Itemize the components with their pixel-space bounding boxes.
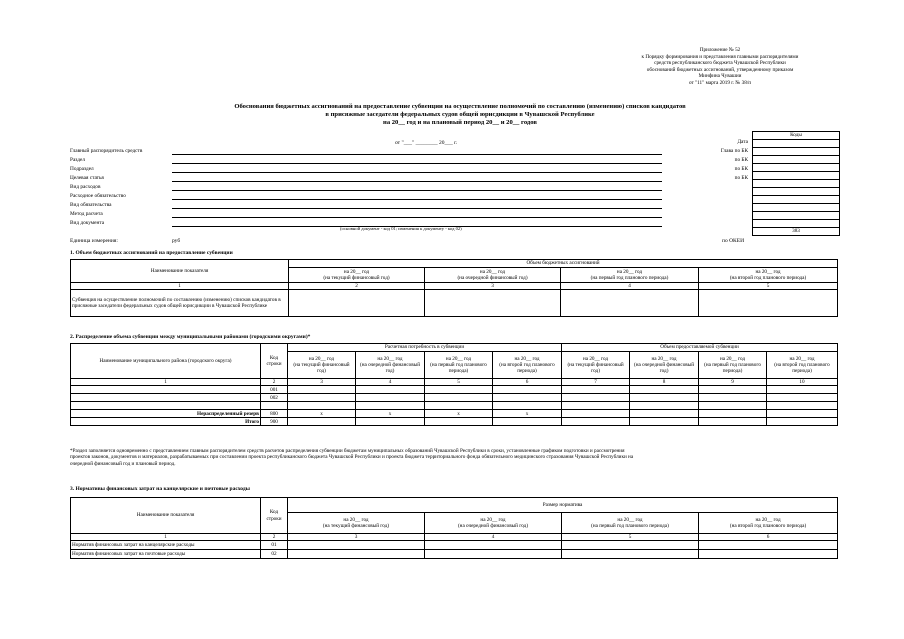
value-cell[interactable] xyxy=(630,418,699,426)
title-line: на 20__ год и на плановый период 20__ и 20__ годов xyxy=(383,119,537,126)
field-line[interactable] xyxy=(172,190,662,191)
period-header xyxy=(356,352,425,379)
col-num: 5 xyxy=(425,379,493,386)
period-year: на 20__ год xyxy=(308,355,335,362)
value-cell[interactable] xyxy=(767,410,838,418)
value-cell[interactable] xyxy=(425,550,562,559)
col-num: 3 xyxy=(425,283,561,290)
col-num: 6 xyxy=(699,534,838,541)
value-cell[interactable] xyxy=(630,410,699,418)
value-cell[interactable] xyxy=(425,386,493,394)
period-year: на 20__ год xyxy=(755,268,781,275)
field-label: Вид расходов xyxy=(70,184,101,190)
table-row xyxy=(71,394,838,402)
code-label: по БК xyxy=(734,166,748,172)
row-code: 900 xyxy=(261,418,288,426)
col-num: 10 xyxy=(767,379,838,386)
period-year: на 20__ год xyxy=(514,355,540,362)
value-cell[interactable] xyxy=(356,418,425,426)
period-year: на 20__ год xyxy=(343,268,370,275)
period-header xyxy=(699,268,838,283)
value-cell[interactable] xyxy=(767,418,838,426)
row-label[interactable] xyxy=(71,386,261,394)
period-header xyxy=(425,268,561,283)
section2-table xyxy=(70,343,838,426)
x-mark: x xyxy=(425,410,493,418)
col-num: 4 xyxy=(356,379,425,386)
field-line[interactable] xyxy=(172,181,662,182)
value-cell[interactable] xyxy=(493,386,562,394)
unit-value: руб xyxy=(172,238,181,244)
value-cell[interactable] xyxy=(425,541,562,550)
code-cell[interactable] xyxy=(753,140,840,148)
appendix-line: средств республиканского бюджета Чувашской Республики xyxy=(654,60,786,67)
field-line[interactable] xyxy=(172,217,662,218)
field-label: Подраздел xyxy=(70,166,94,172)
period-header xyxy=(289,268,425,283)
value-cell[interactable] xyxy=(288,541,425,550)
value-cell[interactable] xyxy=(289,290,425,317)
value-cell[interactable] xyxy=(493,402,562,410)
col-name-header: Наименование муниципального района (городского округа) xyxy=(71,344,261,379)
value-cell[interactable] xyxy=(767,402,838,410)
field-label: Вид документа xyxy=(70,220,105,226)
field-label: Раздел xyxy=(70,157,85,163)
value-cell[interactable] xyxy=(561,290,699,317)
value-cell[interactable] xyxy=(425,290,561,317)
okei-label: по ОКЕИ xyxy=(722,238,745,244)
value-cell[interactable] xyxy=(562,394,630,402)
code-cell[interactable] xyxy=(753,172,840,180)
row-code: 001 xyxy=(261,386,288,394)
footnote xyxy=(70,448,840,467)
col-name-header: Наименование показателя xyxy=(71,260,289,283)
field-label: Вид обязательства xyxy=(70,202,112,208)
date-line: от "___" ________ 20___ г. xyxy=(395,140,458,146)
total-row xyxy=(71,418,838,426)
field-line[interactable] xyxy=(172,163,662,164)
value-cell[interactable] xyxy=(425,394,493,402)
period-header xyxy=(562,352,630,379)
value-cell[interactable] xyxy=(562,386,630,394)
period-desc: (на первый год планового периода) xyxy=(590,275,669,281)
period-desc: (на текущий финансовый год) xyxy=(323,275,390,281)
value-cell[interactable] xyxy=(288,550,425,559)
table-row xyxy=(71,550,838,559)
field-label: Метод расчета xyxy=(70,211,103,217)
value-cell[interactable] xyxy=(562,418,630,426)
period-desc: (на первый год планового периода) xyxy=(430,361,487,375)
total-label: Итого xyxy=(71,418,261,426)
doc-type-hint: (основной документ - код 01; изменения к документу - код 02) xyxy=(340,226,462,231)
row-label: Норматив финансовых затрат на почтовые расходы xyxy=(71,550,261,559)
row-code xyxy=(261,402,288,410)
period-desc: (на текущий финансовый год) xyxy=(293,361,350,375)
appendix-number: Приложение № 52 xyxy=(699,47,741,53)
period-year: на 20__ год xyxy=(755,516,781,523)
value-cell[interactable] xyxy=(699,541,838,550)
codes-header: Коды xyxy=(753,132,840,140)
x-mark: x xyxy=(493,410,562,418)
col-num: 1 xyxy=(71,534,261,541)
field-label: Главный распорядитель средств xyxy=(70,148,143,154)
group-header: Размер норматива xyxy=(288,498,838,513)
value-cell[interactable] xyxy=(767,386,838,394)
col-num: 5 xyxy=(562,534,699,541)
appendix-line: к Порядку формирования и представления главными распорядителями xyxy=(641,53,799,60)
x-mark: x xyxy=(288,410,356,418)
field-line[interactable] xyxy=(172,172,662,173)
period-header xyxy=(562,513,699,534)
code-cell[interactable] xyxy=(753,156,840,164)
period-header xyxy=(425,513,562,534)
table-row xyxy=(71,386,838,394)
period-header xyxy=(288,352,356,379)
value-cell[interactable] xyxy=(699,394,767,402)
code-label: Глава по БК xyxy=(720,148,748,154)
period-year: на 20__ год xyxy=(343,516,369,523)
period-desc: (на второй год планового периода) xyxy=(499,361,555,375)
period-desc: (на второй год планового периода) xyxy=(774,361,830,375)
value-cell[interactable] xyxy=(562,541,699,550)
footnote-line: проектов законов, документов и материалов, разрабатываемых при составлении проекта республиканского бюджета Чувашской Республики и проекта бюджета территориального фонда обязательного медицинского страхования Чувашской Республики на xyxy=(70,454,634,461)
col-num: 4 xyxy=(561,283,699,290)
document-title xyxy=(150,103,770,127)
appendix-line: обоснований бюджетных ассигнований, утвержденному приказом xyxy=(646,66,794,73)
period-year: на 20__ год xyxy=(582,355,609,362)
appendix-line: Минфина Чувашии xyxy=(698,73,742,80)
value-cell[interactable] xyxy=(630,394,699,402)
value-cell[interactable] xyxy=(699,402,767,410)
period-year: на 20__ год xyxy=(616,268,643,275)
col-num: 2 xyxy=(261,379,288,386)
col-num: 5 xyxy=(699,283,838,290)
period-year: на 20__ год xyxy=(789,355,815,362)
value-cell[interactable] xyxy=(288,386,356,394)
period-header xyxy=(699,513,838,534)
row-label[interactable] xyxy=(71,402,261,410)
period-header xyxy=(767,352,838,379)
period-header xyxy=(699,352,767,379)
code-cell[interactable] xyxy=(753,164,840,172)
period-header xyxy=(425,352,493,379)
value-cell[interactable] xyxy=(699,550,838,559)
value-cell[interactable] xyxy=(288,394,356,402)
code-label: Дата xyxy=(737,139,748,145)
period-year: на 20__ год xyxy=(479,268,506,275)
col-num: 2 xyxy=(289,283,425,290)
period-header xyxy=(630,352,699,379)
unit-label: Единица измерения: xyxy=(70,238,118,244)
period-desc: (на текущий финансовый год) xyxy=(567,361,624,375)
period-year: на 20__ год xyxy=(719,355,746,362)
code-label: по БК xyxy=(734,175,748,181)
value-cell[interactable] xyxy=(288,402,356,410)
appendix-line: от "11" марта 2019 г. № 38/п xyxy=(688,79,752,86)
col-num: 3 xyxy=(288,379,356,386)
col-num: 4 xyxy=(425,534,562,541)
okei-code: 383 xyxy=(753,228,840,236)
code-cell[interactable] xyxy=(753,204,840,212)
col-num: 2 xyxy=(261,534,288,541)
row-code: 01 xyxy=(261,541,288,550)
field-label: Целевая статья xyxy=(70,175,104,181)
title-line: Обоснования бюджетных ассигнований на предоставление субвенции на осуществление полномочий по составлению (изменению) списков кандидатов xyxy=(234,103,686,110)
value-cell[interactable] xyxy=(562,410,630,418)
value-cell[interactable] xyxy=(288,418,356,426)
section1-title: 1. Объем бюджетных ассигнований на предоставление субвенции xyxy=(70,250,233,256)
value-cell[interactable] xyxy=(493,394,562,402)
period-desc: (на первый год планового периода) xyxy=(591,523,669,529)
value-cell[interactable] xyxy=(699,418,767,426)
period-desc: (на очередной финансовый год) xyxy=(457,523,529,529)
col-num: 1 xyxy=(71,283,289,290)
value-cell[interactable] xyxy=(425,418,493,426)
period-year: на 20__ год xyxy=(445,355,472,362)
col-num: 1 xyxy=(71,379,261,386)
reserve-row xyxy=(71,410,838,418)
section3-title: 3. Нормативы финансовых затрат на канцелярские и почтовые расходы xyxy=(70,486,250,492)
value-cell[interactable] xyxy=(699,410,767,418)
row-code: 02 xyxy=(261,550,288,559)
col-num: 9 xyxy=(699,379,767,386)
value-cell[interactable] xyxy=(356,394,425,402)
col-name-header: Наименование показателя xyxy=(71,498,261,534)
period-desc: (на очередной финансовый год) xyxy=(360,361,420,375)
period-desc: (на очередной финансовый год) xyxy=(457,275,528,281)
value-cell[interactable] xyxy=(562,402,630,410)
code-cell[interactable] xyxy=(753,188,840,196)
col-code-header: Код строки xyxy=(261,498,288,534)
value-cell[interactable] xyxy=(630,402,699,410)
value-cell[interactable] xyxy=(356,386,425,394)
value-cell[interactable] xyxy=(630,386,699,394)
value-cell[interactable] xyxy=(356,402,425,410)
period-year: на 20__ год xyxy=(480,516,506,523)
code-cell[interactable] xyxy=(753,196,840,204)
period-header xyxy=(288,513,425,534)
period-year: на 20__ год xyxy=(377,355,403,362)
group-header: Объем предоставляемой субвенции xyxy=(562,344,838,352)
table-row xyxy=(71,402,838,410)
row-label: Норматив финансовых затрат на канцелярские расходы xyxy=(71,541,261,550)
section1-table xyxy=(70,259,838,317)
period-desc: (на второй год планового периода) xyxy=(729,523,807,529)
code-label: по БК xyxy=(734,157,748,163)
reserve-label: Нераспределенный резерв xyxy=(71,410,261,418)
value-cell[interactable] xyxy=(699,290,838,317)
period-header xyxy=(493,352,562,379)
code-cell[interactable] xyxy=(753,148,840,156)
table-row xyxy=(71,541,838,550)
x-mark: x xyxy=(356,410,425,418)
field-line[interactable] xyxy=(172,154,662,155)
value-cell[interactable] xyxy=(493,418,562,426)
period-desc: (на очередной финансовый год) xyxy=(634,361,694,375)
period-year: на 20__ год xyxy=(651,355,677,362)
col-num: 6 xyxy=(493,379,562,386)
title-line: в присяжные заседатели федеральных судов общей юрисдикции в Чувашской Республике xyxy=(325,111,595,118)
row-code: 002 xyxy=(261,394,288,402)
group-header: Объем бюджетных ассигнований xyxy=(289,260,838,268)
field-line[interactable] xyxy=(172,208,662,209)
footnote-line: очередной финансовый год и плановый период. xyxy=(70,460,176,467)
col-num: 7 xyxy=(562,379,630,386)
code-cell[interactable] xyxy=(753,212,840,220)
codes-table xyxy=(752,131,840,236)
value-cell[interactable] xyxy=(562,550,699,559)
col-code-header: Код строки xyxy=(261,344,288,379)
code-cell[interactable] xyxy=(753,220,840,228)
code-cell[interactable] xyxy=(753,180,840,188)
appendix-block xyxy=(600,47,840,87)
period-desc: (на второй год планового периода) xyxy=(729,275,807,281)
period-year: на 20__ год xyxy=(617,516,643,523)
row-label[interactable] xyxy=(71,394,261,402)
period-desc: (на текущий финансовый год) xyxy=(322,523,390,529)
row-code: 800 xyxy=(261,410,288,418)
section3-table xyxy=(70,497,838,559)
field-line[interactable] xyxy=(172,199,662,200)
col-num: 8 xyxy=(630,379,699,386)
field-label: Расходное обязательство xyxy=(70,193,126,199)
footnote-line: *Раздел заполняется одновременно с представлением главным распорядителем средств расчетов распределения субвенции бюджетам муниципальных образований Чувашской Республики в сроки, установленные графиком подготовки и рассмотрения xyxy=(70,448,625,454)
group-header: Расчетная потребность в субвенции xyxy=(288,344,562,352)
period-header xyxy=(561,268,699,283)
value-cell[interactable] xyxy=(699,386,767,394)
section2-title: 2. Распределение объема субвенции между муниципальными районами (городскими округами)* xyxy=(70,334,311,340)
value-cell[interactable] xyxy=(425,402,493,410)
period-desc: (на первый год планового периода) xyxy=(704,361,761,375)
row-label: Субвенция на осуществление полномочий по составлению (изменению) списков кандидатов в присяжные заседатели федеральных судов общей юрисдикции в Чувашской Республике xyxy=(71,290,289,317)
col-num: 3 xyxy=(288,534,425,541)
value-cell[interactable] xyxy=(767,394,838,402)
